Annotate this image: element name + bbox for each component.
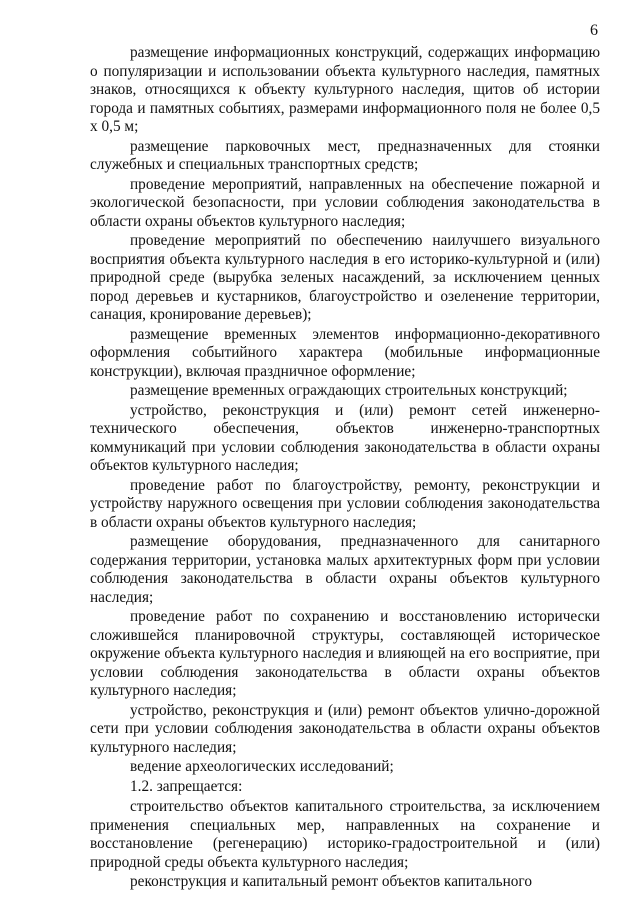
paragraph-temporary-fencing: размещение временных ограждающих строительных конструкций; [130,382,568,399]
paragraph-engineering-networks: устройство, реконструкция и (или) ремонт сетей инженерно-технического обеспечения, объектов инженерно-транспортных коммуникаций при условии соблюдения законодательства в области охраны объектов культурного наследия; [90,401,600,474]
paragraph-information-structures: размещение информационных конструкций, содержащих информацию о популяризации и использовании объекта культурного наследия, памятных знаков, относящихся к объекту культурного наследия, щитов об истории города и памятных событиях, размерами информационного поля не более 0,5 х 0,5 м; [90,44,600,135]
paragraph-visual-perception: проведение мероприятий по обеспечению наилучшего визуального восприятия объекта культурного наследия в его историко-культурной и (или) природной среде (вырубка зеленых насаждений, за исключением ценных пород деревьев и кустарников, благоустройство и озеленение территории, санация, кронирование деревьев); [90,232,600,323]
paragraph-reconstruction-continued: реконструкция и капитальный ремонт объектов капитального [130,873,532,890]
paragraph-archaeology: ведение археологических исследований; [130,758,394,775]
paragraph-capital-construction: строительство объектов капитального строительства, за исключением применения специальных мер, направленных на сохранение и восстановление (регенерацию) историко-градостроительной и (или) природной среды объекта культурного наследия; [90,798,600,871]
paragraph-sanitary-equipment: размещение оборудования, предназначенного для санитарного содержания территории, установка малых архитектурных форм при условии соблюдения законодательства в области охраны объектов культурного наследия; [90,533,600,606]
paragraph-temporary-decoration: размещение временных элементов информационно-декоративного оформления событийного характера (мобильные информационные конструкции), включая праздничное оформление; [90,325,600,380]
paragraph-parking-places: размещение парковочных мест, предназначенных для стоянки служебных и специальных транспортных средств; [90,137,600,173]
section-heading-prohibited: 1.2. запрещается: [130,777,243,795]
paragraph-road-network: устройство, реконструкция и (или) ремонт объектов улично-дорожной сети при условии соблюдения законодательства в области охраны объектов культурного наследия; [90,701,600,756]
document-body [90,44,600,892]
paragraph-landscaping-lighting: проведение работ по благоустройству, ремонту, реконструкции и устройству наружного освещения при условии соблюдения законодательства в области охраны объектов культурного наследия; [90,476,600,531]
page-number: 6 [590,22,598,39]
paragraph-planning-structure: проведение работ по сохранению и восстановлению исторически сложившейся планировочной структуры, составляющей историческое окружение объекта культурного наследия и влияющей на его восприятие, при условии соблюдения законодательства в области охраны объектов культурного наследия; [90,608,600,699]
paragraph-fire-safety: проведение мероприятий, направленных на обеспечение пожарной и экологической безопасности, при условии соблюдения законодательства в области охраны объектов культурного наследия; [90,175,600,230]
